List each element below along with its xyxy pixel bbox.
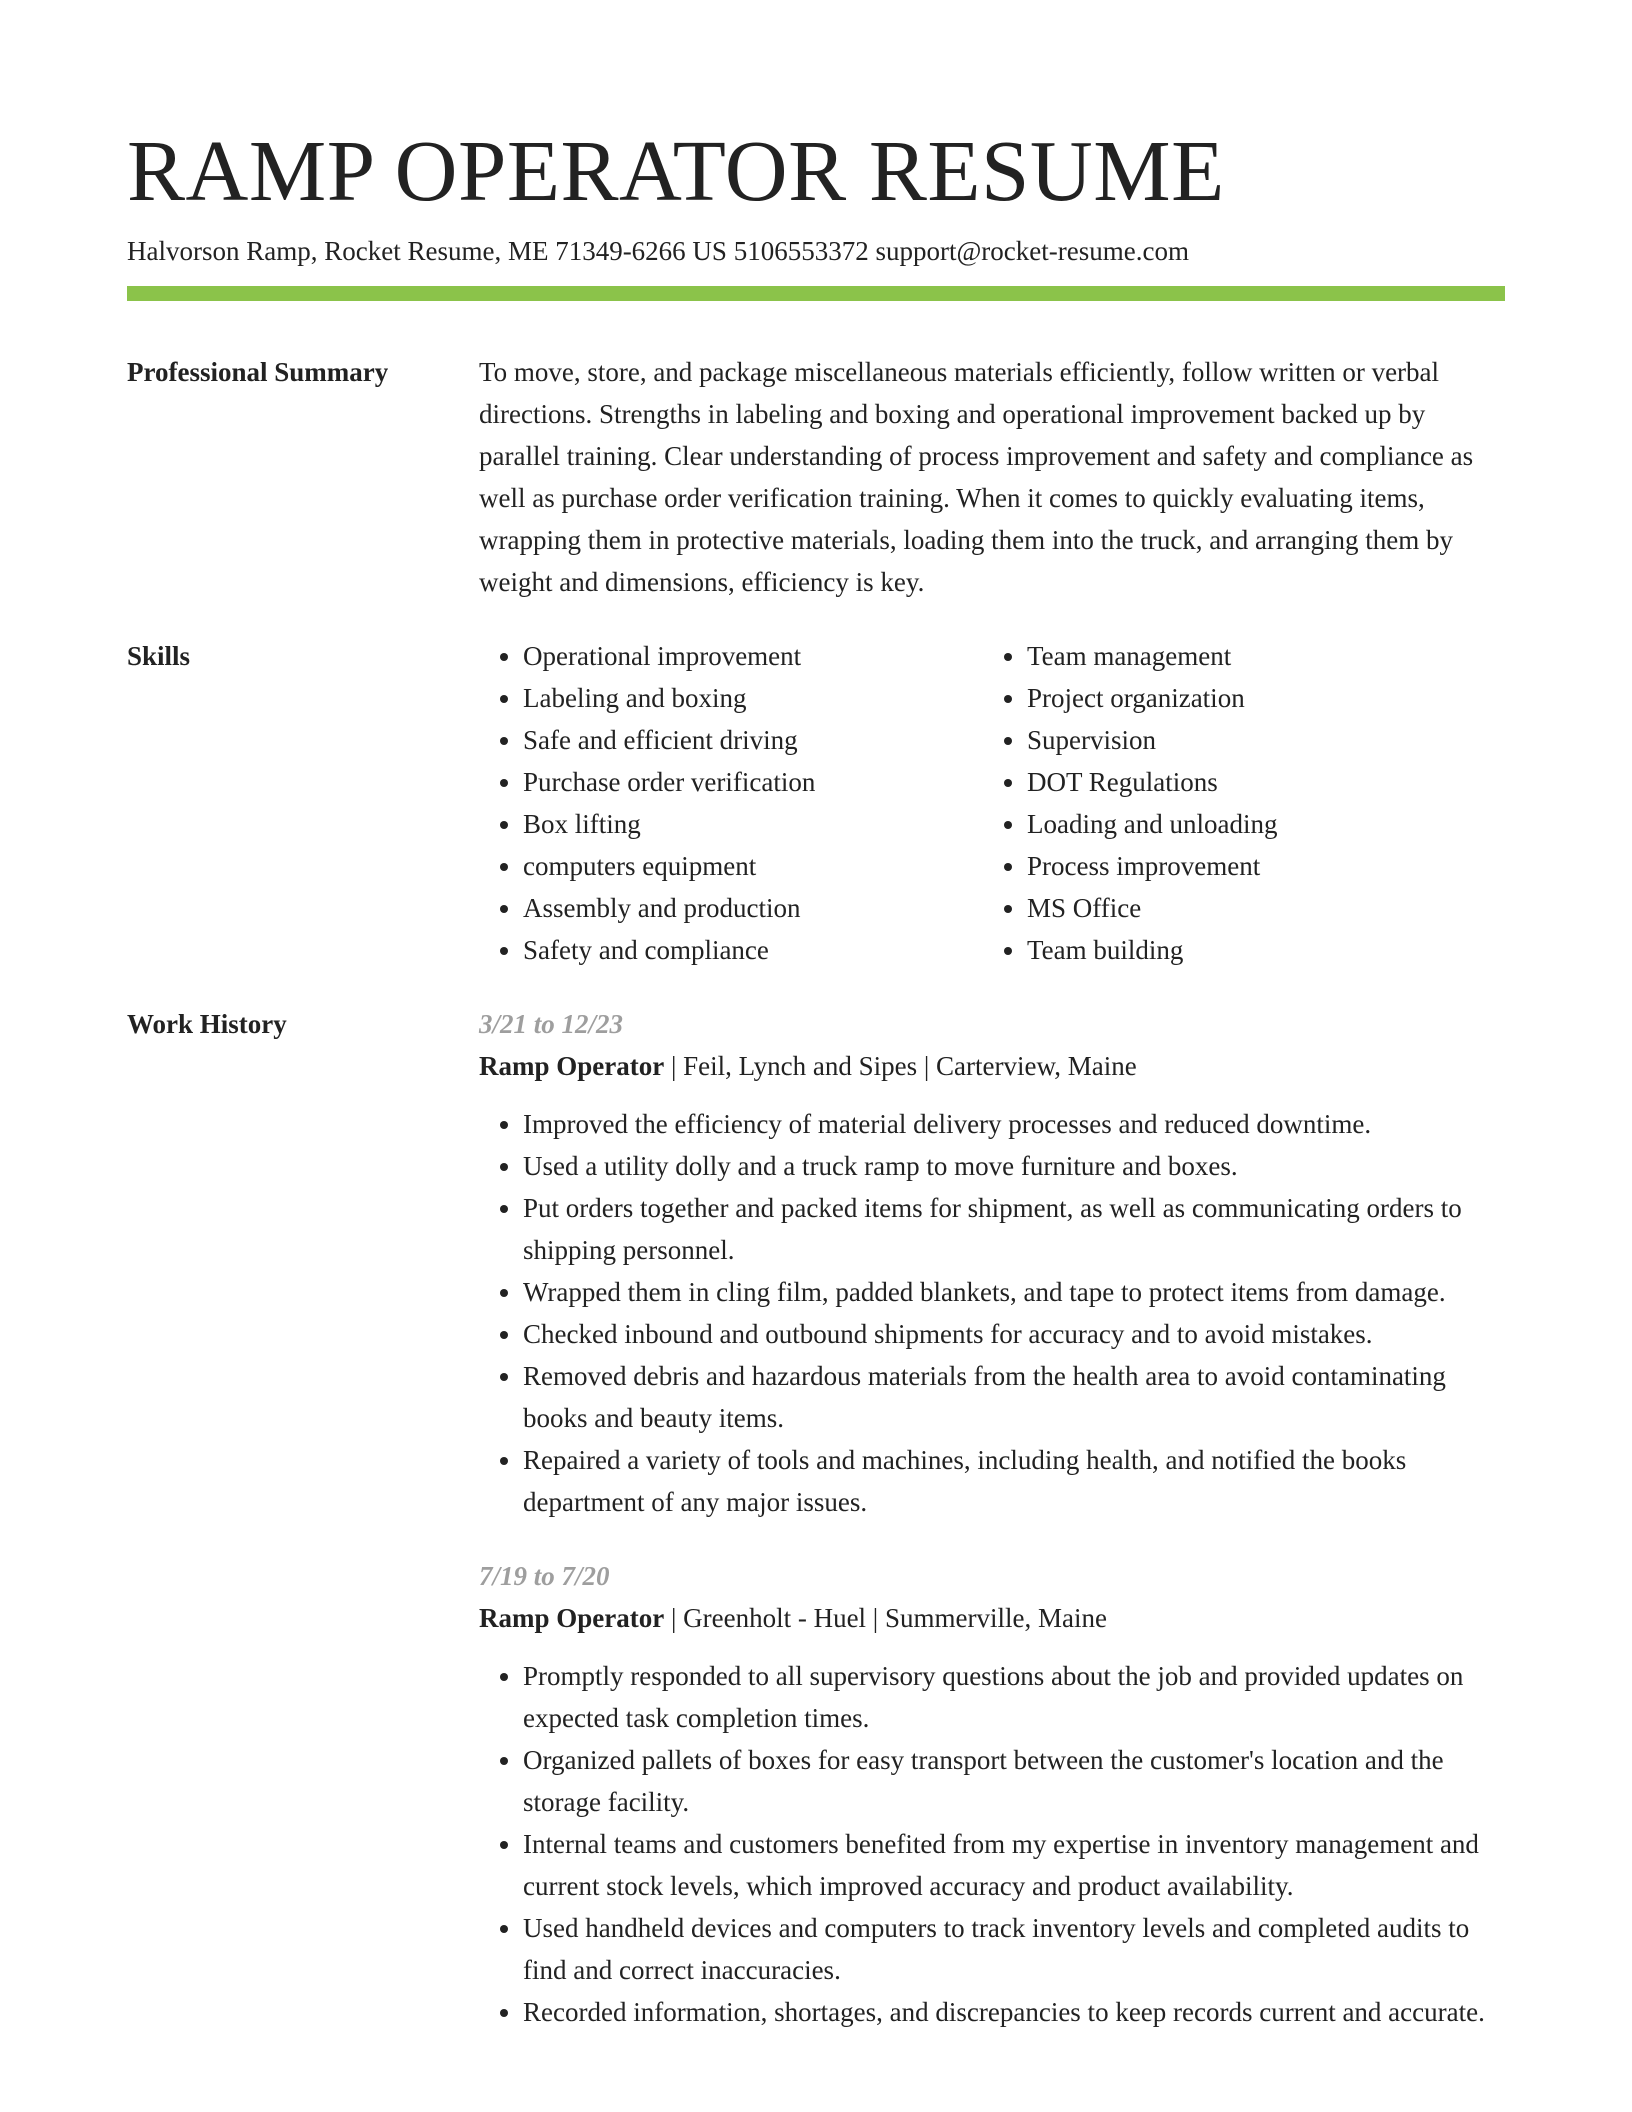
job-bullet: • Internal teams and customers benefited from my expertise in inventory management and current stock levels, which improved accuracy and product availability. (523, 1823, 1505, 1907)
job-bullet: • Organized pallets of boxes for easy transport between the customer's location and the storage facility. (523, 1739, 1505, 1823)
resume-title: RAMP OPERATOR RESUME (127, 122, 1225, 219)
skill-item: • Supervision (1027, 719, 1277, 761)
work-history-section (127, 1003, 1505, 2033)
job-entry (479, 1555, 1505, 2033)
summary-section (127, 351, 1505, 603)
skill-item: • Team management (1027, 635, 1277, 677)
skill-item: • MS Office (1027, 887, 1277, 929)
skill-item: • Team building (1027, 929, 1277, 971)
job-dates: 3/21 to 12/23 (479, 1009, 624, 1039)
job-bullet: • Used a utility dolly and a truck ramp to move furniture and boxes. (523, 1145, 1505, 1187)
summary-text: To move, store, and package miscellaneous materials efficiently, follow written or verbal directions. Strengths in labeling and boxing and operational improvement backed up by parallel training. Clear understanding of process improvement and safety and compliance as well as purchase order verification training. When it comes to quickly evaluating items, wrapping them in protective materials, loading them into the truck, and arranging them by weight and dimensions, efficiency is key. (479, 357, 1474, 597)
job-bullets (479, 1655, 1505, 2033)
skill-item: • computers equipment (523, 845, 983, 887)
contact-line: Halvorson Ramp, Rocket Resume, ME 71349-6266 US 5106553372 support@rocket-resume.com (127, 236, 1189, 266)
job-employer-location: | Greenholt - Huel | Summerville, Maine (664, 1603, 1107, 1633)
job-bullet: • Wrapped them in cling film, padded blankets, and tape to protect items from damage. (523, 1271, 1505, 1313)
job-bullet: • Used handheld devices and computers to track inventory levels and completed audits to find and correct inaccuracies. (523, 1907, 1505, 1991)
skill-item: • Project organization (1027, 677, 1277, 719)
skills-heading: Skills (127, 641, 191, 671)
accent-divider (127, 286, 1505, 301)
job-bullets (479, 1103, 1505, 1523)
job-bullet: • Promptly responded to all supervisory questions about the job and provided updates on expected task completion times. (523, 1655, 1505, 1739)
job-title-line (479, 1597, 1505, 1639)
job-dates: 7/19 to 7/20 (479, 1561, 610, 1591)
skill-item: • Box lifting (523, 803, 983, 845)
summary-heading: Professional Summary (127, 357, 389, 387)
job-title-line (479, 1045, 1505, 1087)
job-bullet: • Checked inbound and outbound shipments for accuracy and to avoid mistakes. (523, 1313, 1505, 1355)
job-role: Ramp Operator (479, 1603, 665, 1633)
job-role: Ramp Operator (479, 1051, 665, 1081)
skill-item: • Purchase order verification (523, 761, 983, 803)
skill-item: • Assembly and production (523, 887, 983, 929)
skill-item: • Loading and unloading (1027, 803, 1277, 845)
work-history-heading: Work History (127, 1009, 287, 1039)
job-bullet: • Improved the efficiency of material delivery processes and reduced downtime. (523, 1103, 1505, 1145)
skill-item: • DOT Regulations (1027, 761, 1277, 803)
skills-section (127, 635, 1505, 971)
job-entry (479, 1003, 1505, 1523)
skills-list-left (479, 635, 983, 971)
skills-list-right (983, 635, 1277, 971)
skill-item: • Operational improvement (523, 635, 983, 677)
job-bullet: • Recorded information, shortages, and discrepancies to keep records current and accurate. (523, 1991, 1505, 2033)
skill-item: • Safe and efficient driving (523, 719, 983, 761)
job-bullet: • Put orders together and packed items for shipment, as well as communicating orders to shipping personnel. (523, 1187, 1505, 1271)
job-employer-location: | Feil, Lynch and Sipes | Carterview, Maine (664, 1051, 1137, 1081)
job-bullet: • Repaired a variety of tools and machines, including health, and notified the books department of any major issues. (523, 1439, 1505, 1523)
skill-item: • Safety and compliance (523, 929, 983, 971)
skill-item: • Labeling and boxing (523, 677, 983, 719)
skill-item: • Process improvement (1027, 845, 1277, 887)
job-bullet: • Removed debris and hazardous materials from the health area to avoid contaminating books and beauty items. (523, 1355, 1505, 1439)
